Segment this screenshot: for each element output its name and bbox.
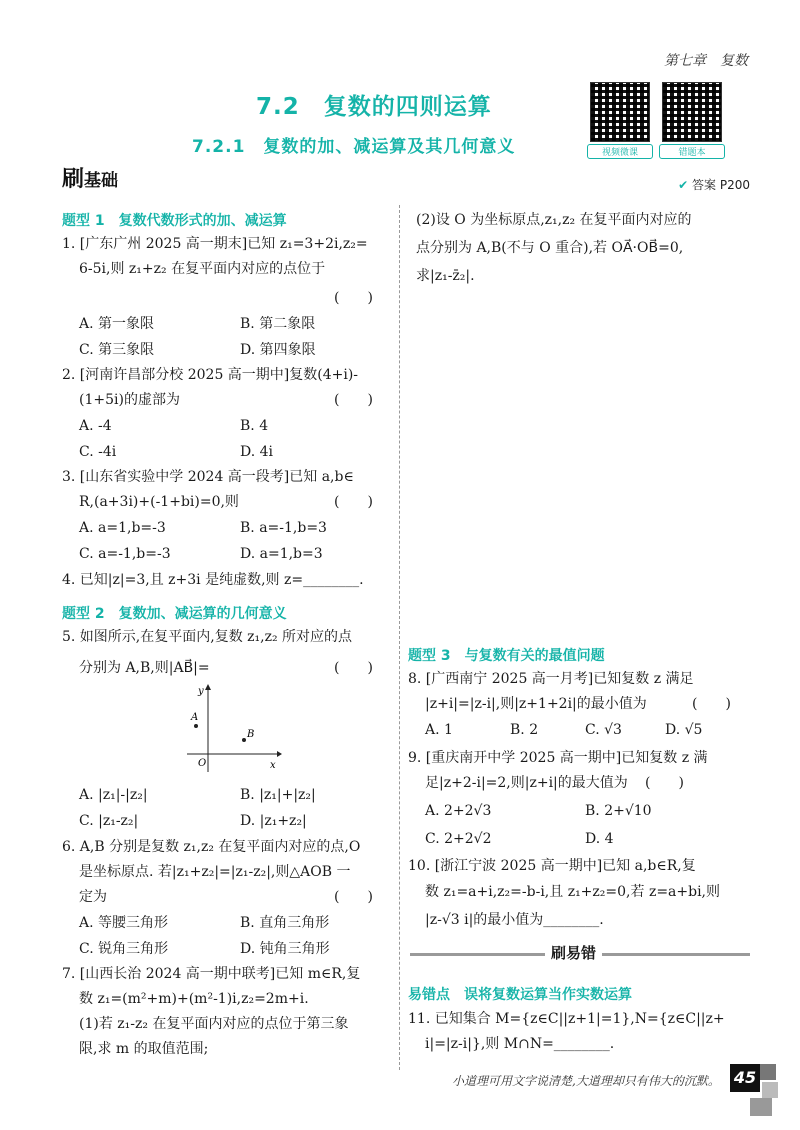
- q7b-line-1: (2)设 O 为坐标原点,z₁,z₂ 在复平面内对应的: [416, 212, 692, 228]
- error-point-title: 易错点 误将复数运算当作实数运算: [408, 987, 632, 1003]
- q5-line-2: 分别为 A,B,则|AB⃗|=: [79, 660, 210, 676]
- q5-option-c: C. |z₁-z₂|: [79, 813, 139, 829]
- point-a-label: A: [191, 712, 199, 723]
- q6-answer-paren: ( ): [334, 889, 373, 905]
- y-label: y: [198, 686, 204, 697]
- q7-line-2: 数 z₁=(m²+m)+(m²-1)i,z₂=2m+i.: [79, 991, 309, 1007]
- q5-option-b: B. |z₁|+|z₂|: [240, 787, 316, 803]
- shua-sub: 基础: [84, 171, 119, 191]
- q2-line-2: (1+5i)的虚部为: [79, 392, 180, 408]
- q7-line-4: 限,求 m 的取值范围;: [79, 1041, 209, 1057]
- q3-option-a: A. a=1,b=-3: [79, 520, 166, 536]
- q5-option-d: D. |z₁+z₂|: [240, 813, 307, 829]
- qr-label-video: 视频微课: [587, 144, 653, 159]
- q9-option-b: B. 2+√10: [585, 803, 652, 819]
- q1-option-d: D. 第四象限: [240, 342, 316, 358]
- q5-complex-plane-figure: [182, 684, 282, 774]
- q6-option-a: A. 等腰三角形: [79, 915, 169, 931]
- shua-char: 刷: [62, 167, 85, 192]
- q2-option-b: B. 4: [240, 418, 269, 434]
- q5-option-a: A. |z₁|-|z₂|: [79, 787, 148, 803]
- q6-line-2: 是坐标原点. 若|z₁+z₂|=|z₁-z₂|,则△AOB 一: [79, 864, 351, 880]
- q7-line-1: 7. [山西长治 2024 高一期中联考]已知 m∈R,复: [62, 966, 361, 982]
- q11-line-2: i|=|z-i|},则 M∩N=________.: [425, 1036, 615, 1052]
- q10-line-1: 10. [浙江宁波 2025 高一期中]已知 a,b∈R,复: [408, 858, 696, 874]
- q2-answer-paren: ( ): [334, 392, 373, 408]
- q8-option-d: D. √5: [665, 722, 703, 738]
- q10-line-3: |z-√3 i|的最小值为________.: [425, 912, 604, 928]
- chapter-label: 第七章 复数: [664, 53, 748, 69]
- error-section-banner: [410, 944, 750, 962]
- q1-answer-paren: ( ): [334, 290, 373, 306]
- q2-option-a: A. -4: [79, 418, 112, 434]
- q8-line-1: 8. [广西南宁 2025 高一月考]已知复数 z 满足: [408, 671, 694, 687]
- x-axis-arrow: [277, 751, 282, 757]
- qr-code-video[interactable]: [590, 82, 650, 142]
- q3-option-d: D. a=1,b=3: [240, 546, 323, 562]
- q7b-line-2: 点分别为 A,B(不与 O 重合),若 OA⃗·OB⃗=0,: [416, 240, 684, 256]
- qr-code-errors[interactable]: [662, 82, 722, 142]
- q3-line-2: R,(a+3i)+(-1+bi)=0,则: [79, 494, 239, 510]
- q11-line-1: 11. 已知集合 M={z∈C||z+1|=1},N={z∈C||z+: [408, 1011, 725, 1027]
- q4-text: 4. 已知|z|=3,且 z+3i 是纯虚数,则 z=________.: [62, 572, 364, 588]
- section-title: 7.2 复数的四则运算: [256, 94, 492, 120]
- q7-line-3: (1)若 z₁-z₂ 在复平面内对应的点位于第三象: [79, 1016, 349, 1032]
- q8-option-a: A. 1: [425, 722, 453, 738]
- q1-line-2: 6-5i,则 z₁+z₂ 在复平面内对应的点位于: [79, 261, 326, 277]
- shua-basic-badge: [62, 162, 152, 194]
- q5-line-1: 5. 如图所示,在复平面内,复数 z₁,z₂ 所对应的点: [62, 629, 353, 645]
- page-number: 45: [730, 1064, 760, 1092]
- q5-answer-paren: ( ): [334, 660, 373, 676]
- q2-option-d: D. 4i: [240, 444, 274, 460]
- q3-option-c: C. a=-1,b=-3: [79, 546, 171, 562]
- q10-line-2: 数 z₁=a+i,z₂=-b-i,且 z₁+z₂=0,若 z=a+bi,则: [425, 884, 721, 900]
- origin-label: O: [198, 758, 207, 769]
- q8-line-2: |z+i|=|z-i|,则|z+1+2i|的最小值为: [425, 696, 647, 712]
- error-banner-title: 刷易错: [545, 942, 602, 963]
- section-type-1: 题型 1 复数代数形式的加、减运算: [62, 213, 287, 229]
- q6-option-d: D. 钝角三角形: [240, 941, 330, 957]
- q6-line-1: 6. A,B 分别是复数 z₁,z₂ 在复平面内对应的点,O: [62, 839, 361, 855]
- q9-option-c: C. 2+2√2: [425, 831, 492, 847]
- q6-option-b: B. 直角三角形: [240, 915, 330, 931]
- qr-label-errors: 错题本: [659, 144, 725, 159]
- check-icon: ✔: [678, 178, 689, 192]
- x-label: x: [270, 760, 276, 771]
- page-deco-square-2: [762, 1082, 778, 1098]
- point-a: [194, 724, 198, 728]
- q8-option-b: B. 2: [510, 722, 539, 738]
- q9-option-d: D. 4: [585, 831, 614, 847]
- q1-option-a: A. 第一象限: [79, 316, 155, 332]
- q9-answer-paren: ( ): [645, 775, 684, 791]
- q1-line-1: 1. [广东广州 2025 高一期末]已知 z₁=3+2i,z₂=: [62, 236, 368, 252]
- q3-line-1: 3. [山东省实验中学 2024 高一段考]已知 a,b∈: [62, 469, 354, 485]
- q6-option-c: C. 锐角三角形: [79, 941, 169, 957]
- q2-option-c: C. -4i: [79, 444, 117, 460]
- point-b: [242, 738, 246, 742]
- page-deco-square-3: [750, 1098, 772, 1116]
- q3-answer-paren: ( ): [334, 494, 373, 510]
- footer-quote: 小道理可用文字说清楚,大道理却只有伟大的沉默。: [452, 1074, 720, 1088]
- q3-option-b: B. a=-1,b=3: [240, 520, 327, 536]
- q9-line-2: 足|z+2-i|=2,则|z+i|的最大值为: [425, 775, 628, 791]
- q8-option-c: C. √3: [585, 722, 622, 738]
- section-type-3: 题型 3 与复数有关的最值问题: [408, 648, 605, 664]
- q7b-line-3: 求|z₁-z̄₂|.: [416, 268, 475, 284]
- q2-line-1: 2. [河南许昌部分校 2025 高一期中]复数(4+i)-: [62, 367, 359, 383]
- q9-option-a: A. 2+2√3: [425, 803, 492, 819]
- q8-answer-paren: ( ): [692, 696, 731, 712]
- q1-option-c: C. 第三象限: [79, 342, 155, 358]
- y-axis-arrow: [205, 684, 211, 690]
- point-b-label: B: [247, 729, 255, 740]
- q9-line-1: 9. [重庆南开中学 2025 高一期中]已知复数 z 满: [408, 750, 708, 766]
- section-type-2: 题型 2 复数加、减运算的几何意义: [62, 606, 287, 622]
- answer-ref: [678, 176, 750, 193]
- q6-line-3: 定为: [79, 889, 107, 905]
- q1-option-b: B. 第二象限: [240, 316, 316, 332]
- column-divider: [399, 205, 400, 1070]
- answer-page: 答案 P200: [692, 178, 750, 192]
- subsection-title: 7.2.1 复数的加、减运算及其几何意义: [192, 137, 516, 157]
- page-deco-square-1: [760, 1064, 776, 1080]
